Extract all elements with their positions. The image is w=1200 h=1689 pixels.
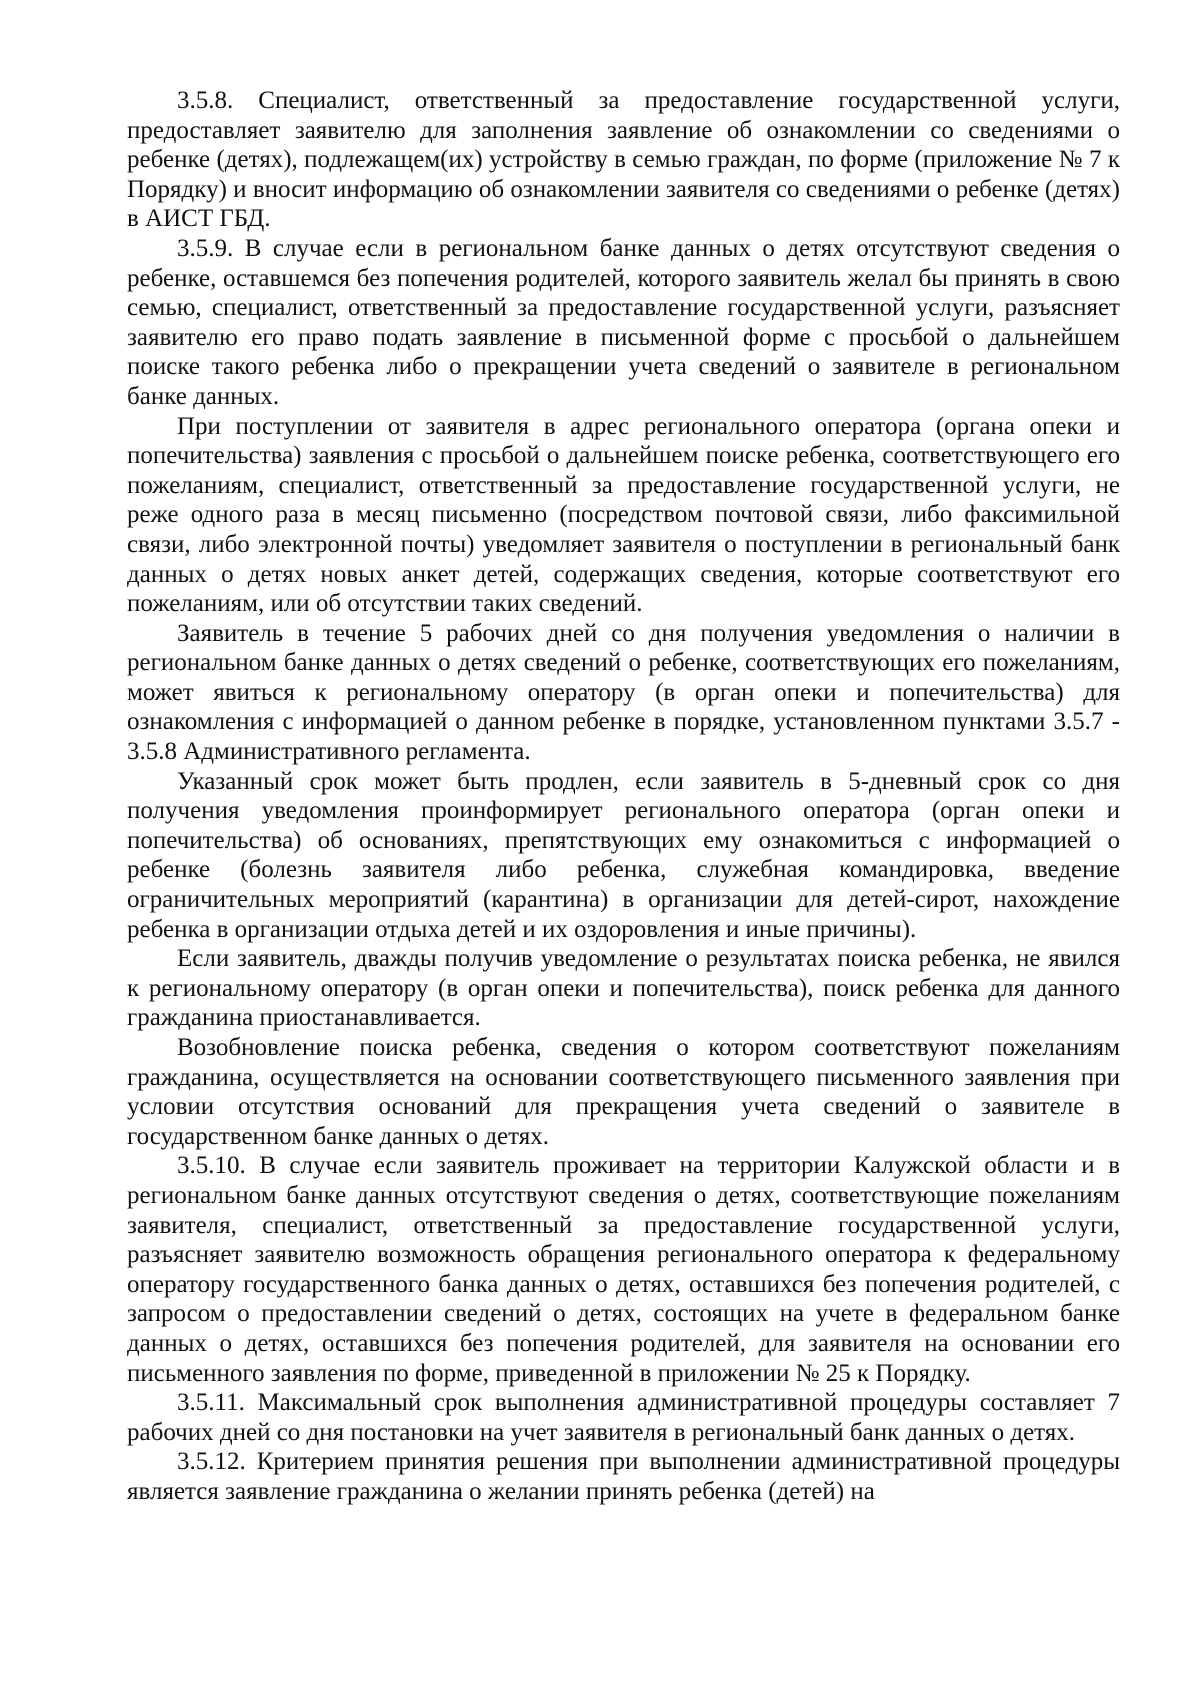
paragraph-3-5-8: 3.5.8. Специалист, ответственный за предоставление государственной услуги, предоставляет заявителю для заполнения заявление об ознакомлении со сведениями о ребенке (детях), подлежащем(их) устройству в семью граждан, по форме (приложение № 7 к Порядку) и вносит информацию об ознакомлении заявителя со сведениями о ребенке (детях) в АИСТ ГБД. bbox=[127, 87, 1120, 233]
document-body bbox=[127, 86, 1120, 1507]
paragraph-search-resumption: Возобновление поиска ребенка, сведения о котором соответствуют пожеланиям гражданина, осуществляется на основании соответствующего письменного заявления при условии отсутствия оснований для прекращения учета сведений о заявителе в государственном банке данных о детях. bbox=[127, 1034, 1120, 1150]
paragraph-five-day-visit: Заявитель в течение 5 рабочих дней со дня получения уведомления о наличии в региональном банке данных о детях сведений о ребенке, соответствующих его пожеланиям, может явиться к региональному оператору (в орган опеки и попечительства) для ознакомления с информацией о данном ребенке в порядке, установленном пунктами 3.5.7 - 3.5.8 Административного регламента. bbox=[127, 619, 1120, 766]
paragraph-3-5-12: 3.5.12. Критерием принятия решения при выполнении административной процедуры является заявление гражданина о желании принять ребенка (детей) на bbox=[127, 1448, 1120, 1505]
paragraph-term-extension: Указанный срок может быть продлен, если заявитель в 5-дневный срок со дня получения уведомления проинформирует регионального оператора (орган опеки и попечительства) об основаниях, препятствующих ему ознакомиться с информацией о ребенке (болезнь заявителя либо ребенка, служебная командировка, введение ограничительных мероприятий (карантина) в организации для детей-сирот, нахождение ребенка в организации отдыха детей и их оздоровления и иные причины). bbox=[127, 767, 1120, 943]
paragraph-3-5-11: 3.5.11. Максимальный срок выполнения административной процедуры составляет 7 рабочих дней со дня постановки на учет заявителя в региональный банк данных о детях. bbox=[127, 1389, 1120, 1446]
paragraph-3-5-10: 3.5.10. В случае если заявитель проживает на территории Калужской области и в региональном банке данных отсутствуют сведения о детях, соответствующие пожеланиям заявителя, специалист, ответственный за предоставление государственной услуги, разъясняет заявителю возможность обращения регионального оператора к федеральному оператору государственного банка данных о детях, оставшихся без попечения родителей, с запросом о предоставлении сведений о детях, состоящих на учете в федеральном банке данных о детях, оставшихся без попечения родителей, для заявителя на основании его письменного заявления по форме, приведенной в приложении № 25 к Порядку. bbox=[127, 1152, 1120, 1387]
paragraph-3-5-9: 3.5.9. В случае если в региональном банке данных о детях отсутствуют сведения о ребенке, оставшемся без попечения родителей, которого заявитель желал бы принять в свою семью, специалист, ответственный за предоставление государственной услуги, разъясняет заявителю его право подать заявление в письменной форме с просьбой о дальнейшем поиске такого ребенка либо о прекращении учета сведений о заявителе в региональном банке данных. bbox=[127, 234, 1120, 410]
paragraph-search-suspension: Если заявитель, дважды получив уведомление о результатах поиска ребенка, не явился к региональному оператору (в орган опеки и попечительства), поиск ребенка для данного гражданина приостанавливается. bbox=[127, 945, 1120, 1032]
paragraph-search-notification: При поступлении от заявителя в адрес регионального оператора (органа опеки и попечительства) заявления с просьбой о дальнейшем поиске ребенка, соответствующего его пожеланиям, специалист, ответственный за предоставление государственной услуги, не реже одного раза в месяц письменно (посредством почтовой связи, либо факсимильной связи, либо электронной почты) уведомляет заявителя о поступлении в региональный банк данных о детях новых анкет детей, содержащих сведения, которые соответствуют его пожеланиям, или об отсутствии таких сведений. bbox=[127, 412, 1120, 618]
